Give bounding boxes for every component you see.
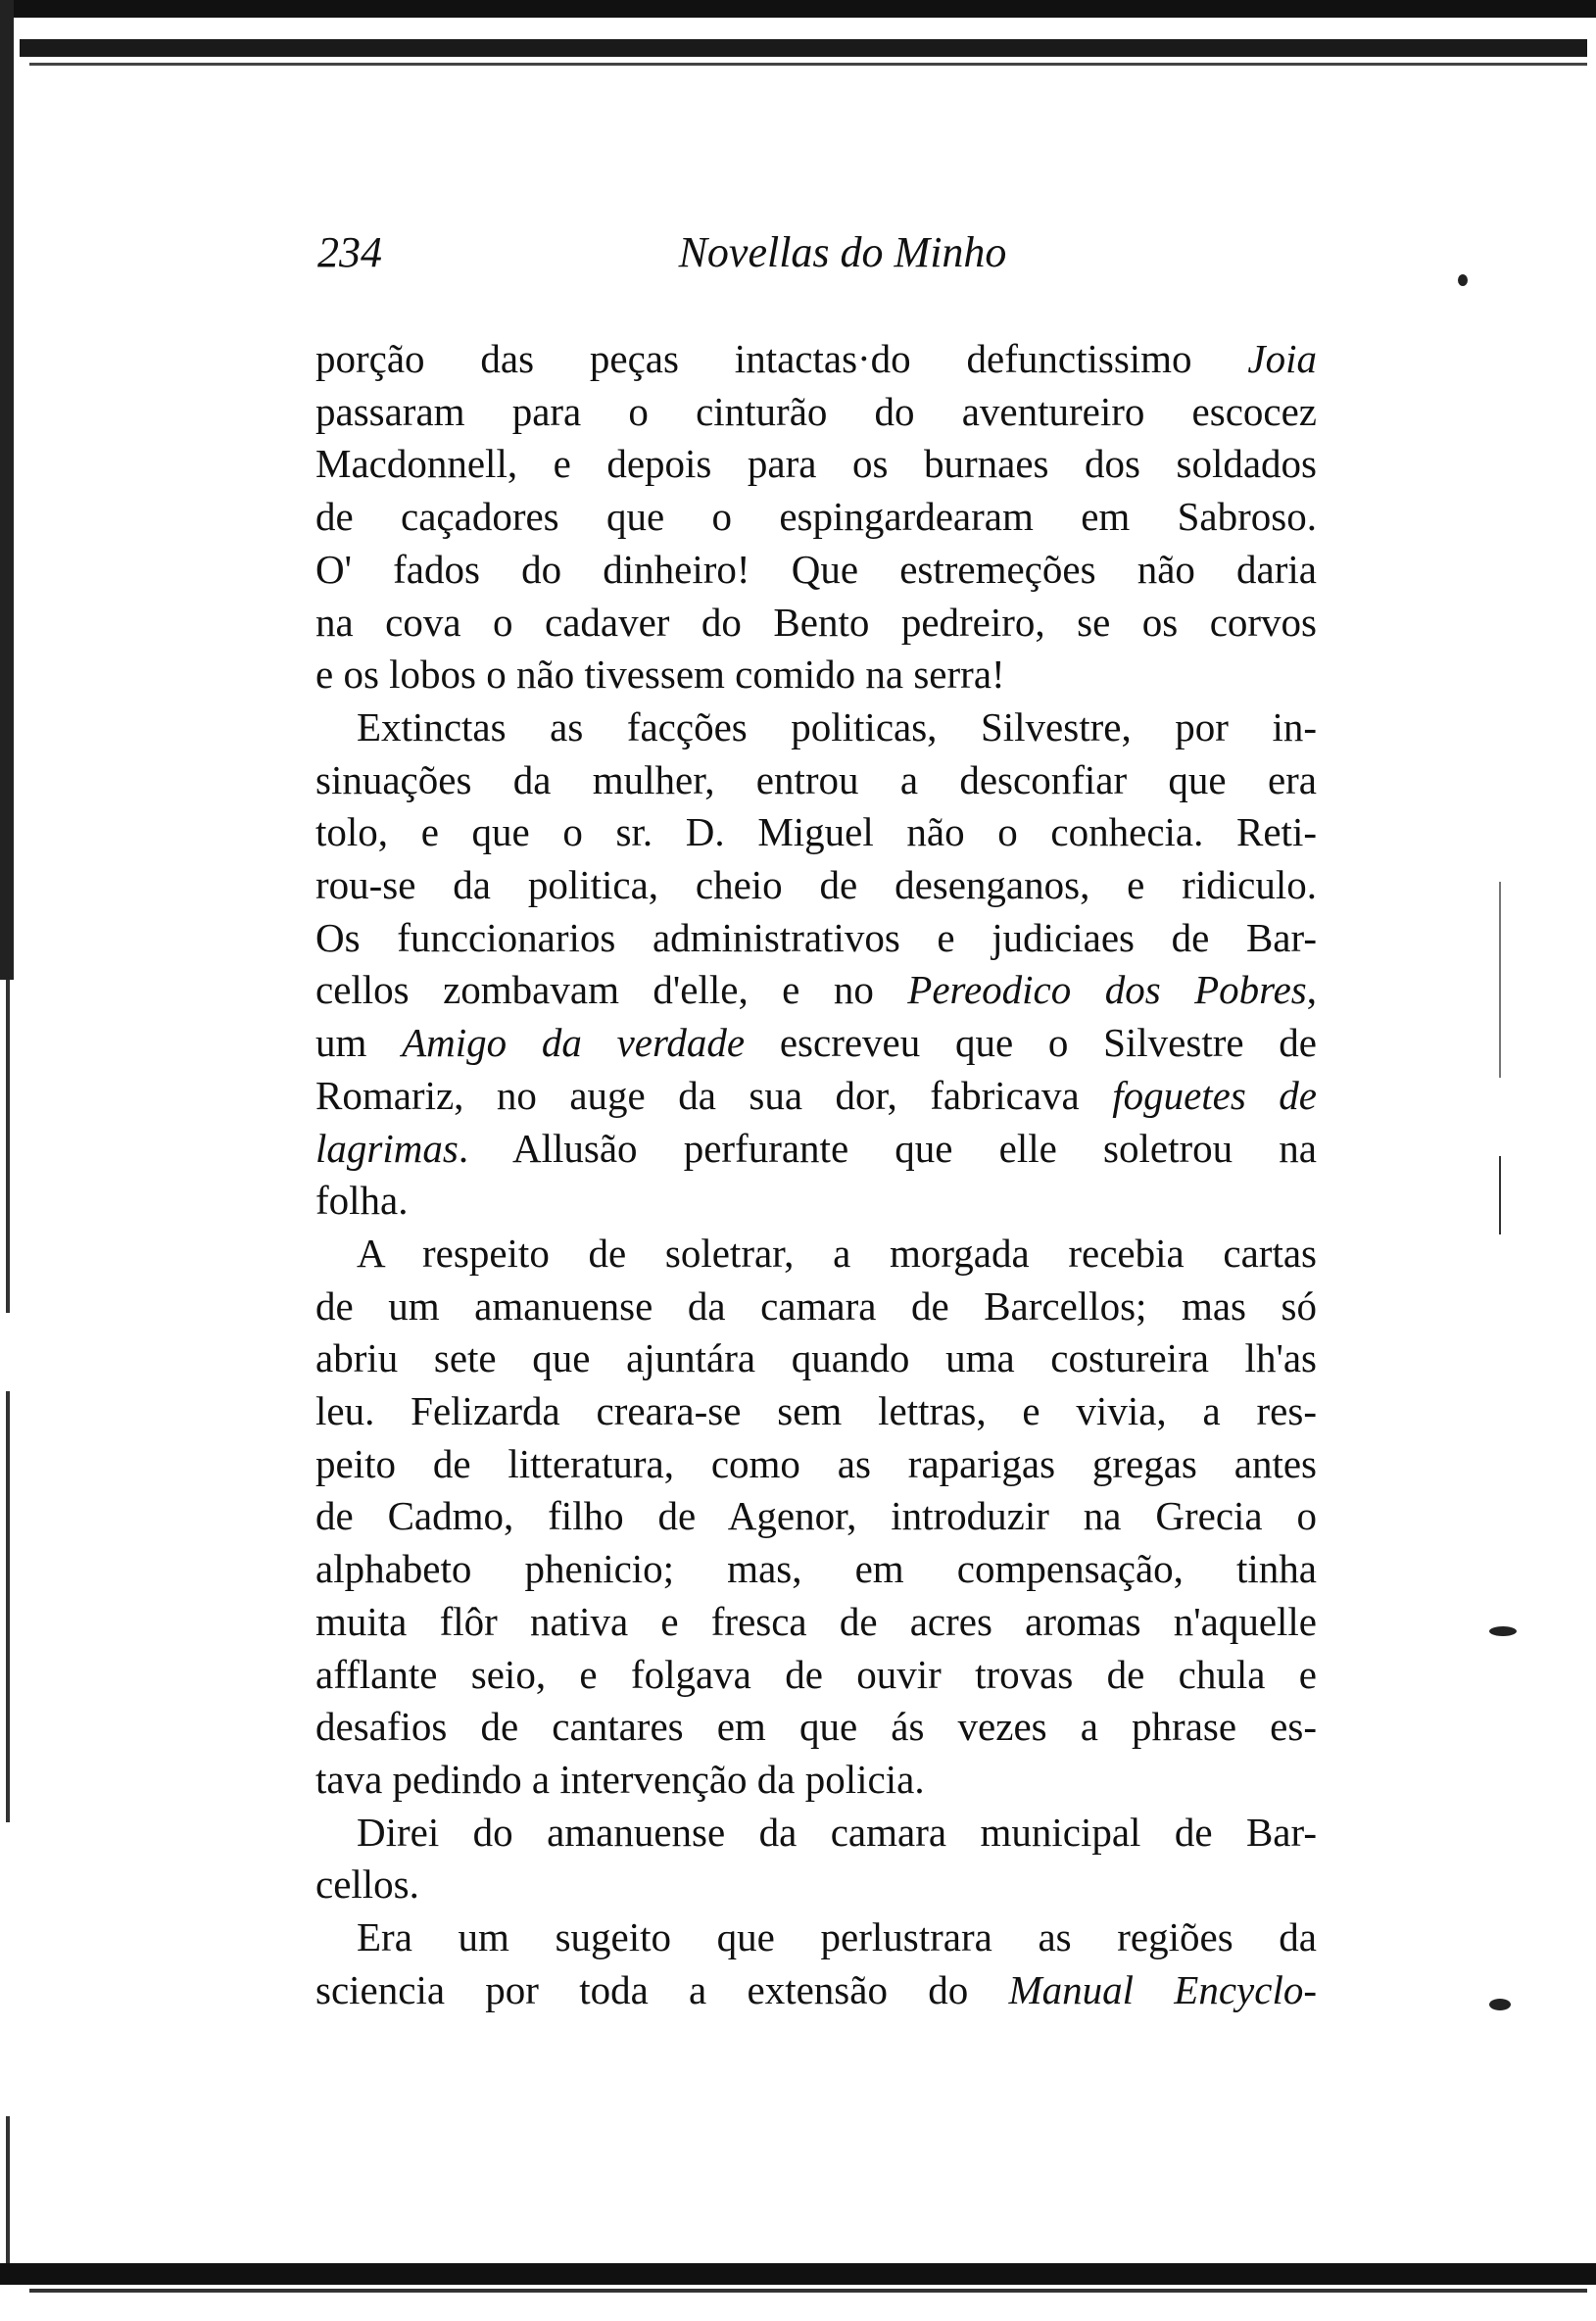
scan-edge-line	[1499, 1156, 1501, 1234]
scan-border-top-inner	[20, 39, 1587, 57]
text-segment: tolo, e que o sr. D. Miguel não o conhecia. Reti-	[315, 809, 1317, 855]
italic-text: foguetes de	[1112, 1072, 1317, 1118]
text-segment: sciencia por toda a extensão do	[315, 1966, 1009, 2012]
scan-border-bottom	[0, 2263, 1596, 2285]
scan-rule-top	[29, 63, 1587, 66]
text-line	[315, 858, 1317, 911]
text-segment: na cova o cadaver do Bento pedreiro, se os corvos	[315, 599, 1317, 645]
text-segment: Os funccionarios administrativos e judiciaes de Bar-	[315, 914, 1317, 960]
text-segment: Macdonnell, e depois para os burnaes dos soldados	[315, 441, 1317, 487]
text-segment: Direi do amanuense da camara municipal de Bar-	[357, 1809, 1317, 1855]
text-segment: Romariz, no auge da sua dor, fabricava	[315, 1072, 1113, 1118]
text-segment: sinuações da mulher, entrou a desconfiar que era	[315, 756, 1317, 802]
text-segment: O' fados do dinheiro! Que estremeções não daria	[315, 546, 1317, 592]
text-segment: afflante seio, e folgava de ouvir trovas de chula e	[315, 1651, 1317, 1697]
text-line	[315, 1753, 1317, 1806]
text-line	[315, 1122, 1317, 1175]
text-line	[315, 1331, 1317, 1384]
text-line	[315, 1069, 1317, 1122]
text-segment: muita flôr nativa e fresca de acres aromas n'aquelle	[315, 1598, 1317, 1644]
text-line	[315, 490, 1317, 543]
scan-edge-line	[1499, 882, 1501, 1078]
italic-text: Manual Encyclo-	[1008, 1966, 1317, 2012]
scan-edge-line	[6, 980, 10, 1313]
text-line	[315, 1858, 1317, 1910]
text-segment: A respeito de soletrar, a morgada recebia cartas	[357, 1230, 1317, 1276]
scan-speck	[1458, 274, 1468, 286]
text-line	[315, 1280, 1317, 1332]
text-line	[315, 437, 1317, 490]
text-line	[315, 1384, 1317, 1437]
scan-speck	[1489, 1626, 1517, 1636]
text-line	[315, 1700, 1317, 1753]
text-line	[315, 911, 1317, 964]
text-line	[315, 1489, 1317, 1542]
text-line	[315, 1806, 1317, 1859]
text-segment: peito de litteratura, como as raparigas gregas antes	[315, 1440, 1317, 1486]
text-line	[315, 543, 1317, 596]
italic-text: Joia	[1247, 336, 1317, 381]
text-segment: porção das peças intactas·do defunctissimo	[315, 336, 1248, 381]
text-segment: cellos.	[315, 1862, 419, 1908]
text-segment: e os lobos o não tivessem comido na serra!	[315, 652, 1005, 698]
text-line	[315, 596, 1317, 649]
text-line	[315, 1963, 1317, 2016]
text-segment: rou-se da politica, cheio de desenganos, e ridiculo.	[315, 862, 1317, 907]
italic-text: Pereodico dos Pobres	[907, 967, 1307, 1013]
text-line	[315, 1227, 1317, 1280]
text-line	[315, 1595, 1317, 1648]
text-line	[315, 385, 1317, 438]
running-title: Novellas do Minho	[678, 228, 1007, 276]
scan-border-left	[0, 0, 14, 980]
text-segment: Era um sugeito que perlustrara as regiões da	[357, 1914, 1317, 1959]
text-segment: escreveu que o Silvestre de	[745, 1020, 1317, 1066]
text-line	[315, 1016, 1317, 1069]
scan-edge-line	[6, 1391, 10, 1822]
text-segment: abriu sete que ajuntára quando uma costureira lh'as	[315, 1335, 1317, 1381]
scan-edge-line	[6, 2116, 10, 2263]
scan-border-top	[0, 0, 1596, 18]
text-segment: de caçadores que o espingardearam em Sabroso.	[315, 494, 1317, 540]
text-segment: de Cadmo, filho de Agenor, introduzir na Grecia o	[315, 1493, 1317, 1539]
text-line	[315, 963, 1317, 1016]
text-segment: passaram para o cinturão do aventureiro escocez	[315, 388, 1317, 434]
text-segment: folha.	[315, 1178, 409, 1224]
text-segment: tava pedindo a intervenção da policia.	[315, 1756, 925, 1802]
text-segment: alphabeto phenicio; mas, em compensação, tinha	[315, 1546, 1317, 1592]
text-segment: . Allusão perfurante que elle soletrou na	[458, 1125, 1317, 1171]
italic-text: lagrimas	[315, 1125, 459, 1171]
text-segment: leu. Felizarda creara-se sem lettras, e vivia, a res-	[315, 1388, 1317, 1433]
text-segment: de um amanuense da camara de Barcellos; mas só	[315, 1282, 1317, 1329]
text-line	[315, 753, 1317, 806]
text-line	[315, 1648, 1317, 1701]
text-segment: um	[315, 1020, 403, 1066]
italic-text: Amigo da verdade	[402, 1020, 746, 1066]
page-number: 234	[317, 228, 382, 276]
text-line	[315, 701, 1317, 753]
text-line	[315, 1437, 1317, 1490]
text-segment: cellos zombavam d'elle, e no	[315, 967, 908, 1013]
scan-rule-bottom	[29, 2289, 1587, 2293]
text-segment: ,	[1306, 967, 1317, 1013]
text-line	[315, 1174, 1317, 1227]
text-line	[315, 332, 1317, 385]
text-segment: Extinctas as facções politicas, Silvestre, por in-	[357, 703, 1317, 749]
scan-speck	[1489, 1999, 1511, 2010]
text-line	[315, 648, 1317, 701]
text-segment: desafios de cantares em que ás vezes a phrase es-	[315, 1704, 1317, 1750]
text-line	[315, 1910, 1317, 1963]
text-line	[315, 805, 1317, 858]
text-line	[315, 1542, 1317, 1595]
